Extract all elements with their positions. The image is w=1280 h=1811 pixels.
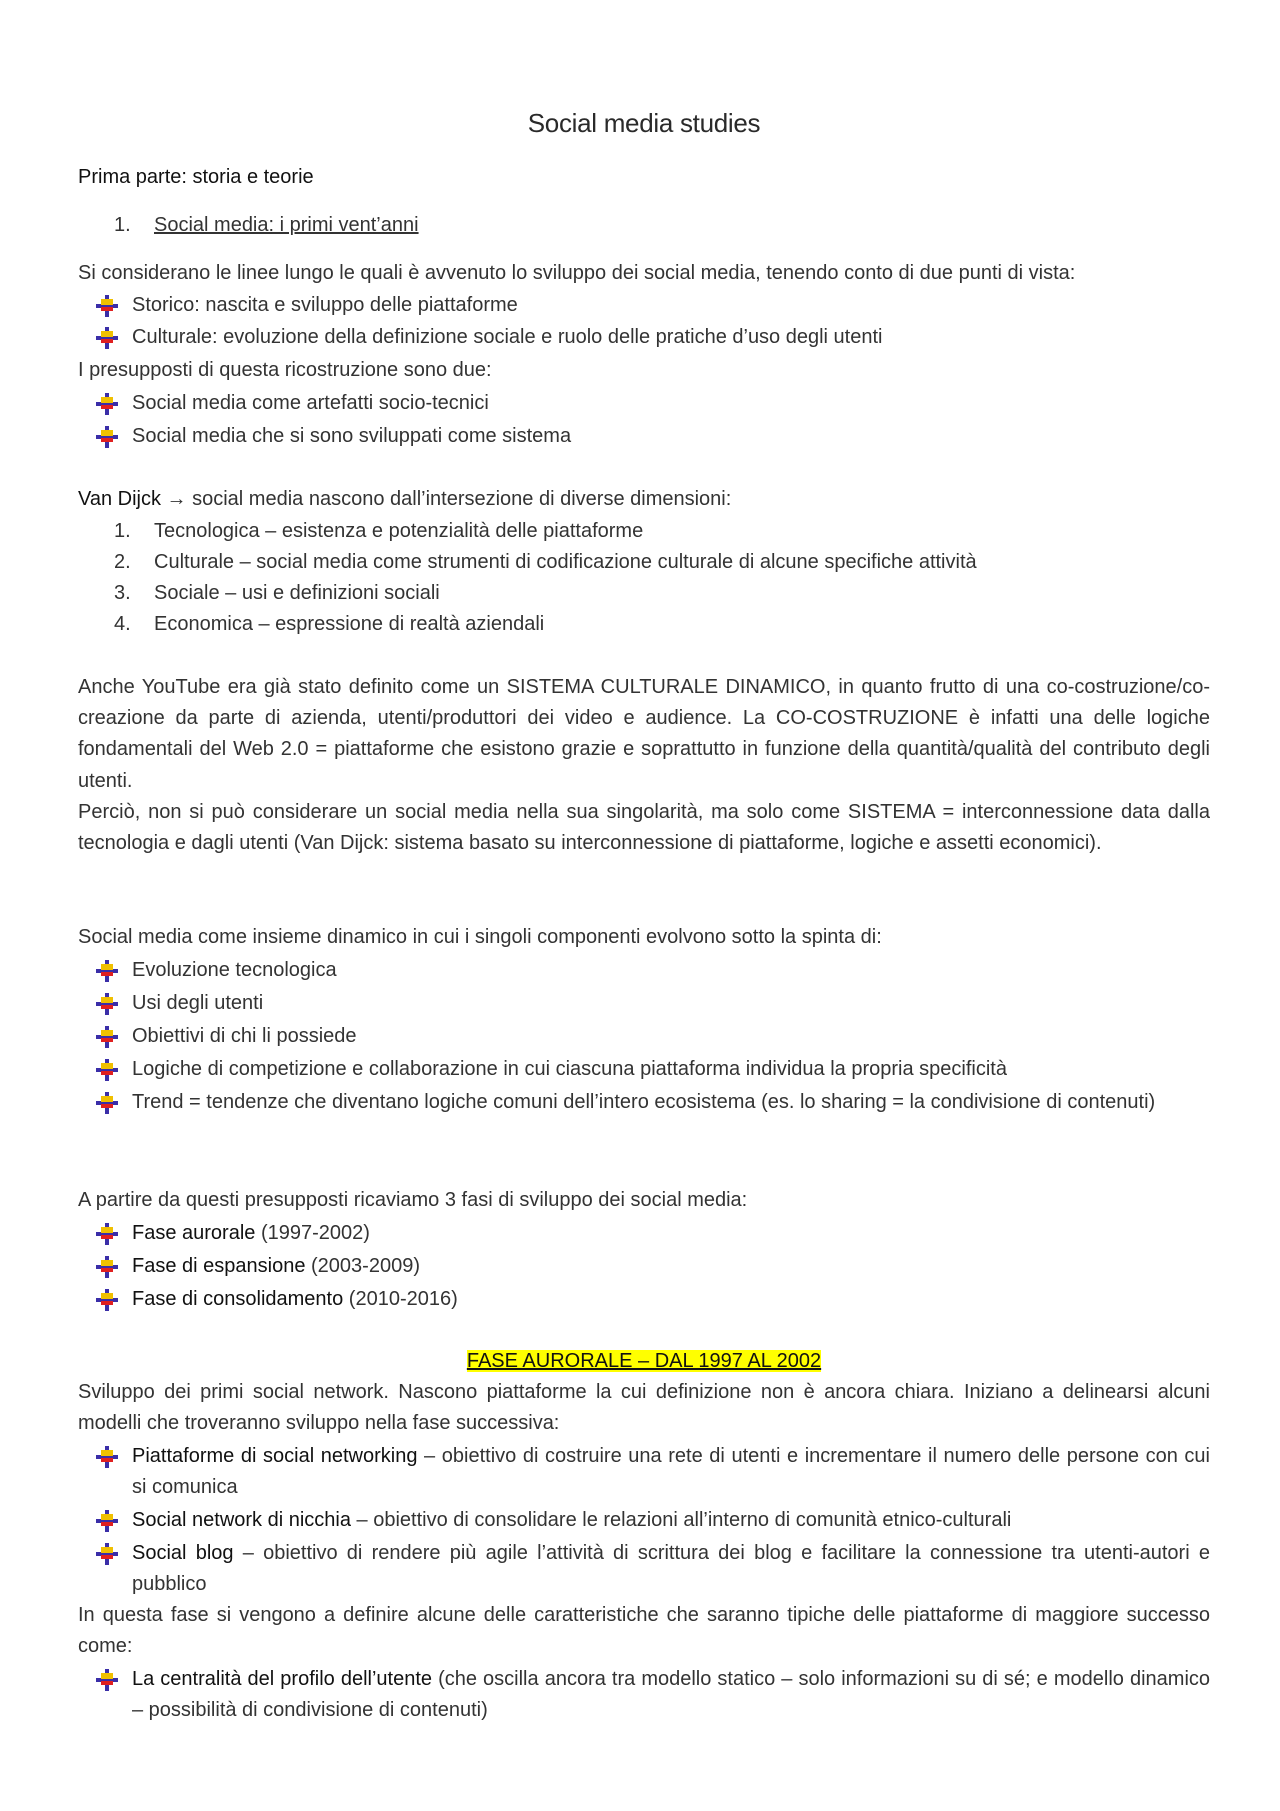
numbered-item: 2. Culturale – social media come strumenti di codificazione culturale di alcune specifiche attività (114, 551, 977, 573)
pushpin-bullet-icon (96, 426, 118, 448)
pushpin-bullet-icon (96, 393, 118, 415)
youtube-paragraph: Anche YouTube era già stato definito come un SISTEMA CULTURALE DINAMICO, in quanto frutto di una co-costruzione/co-creazione da parte di azienda, utenti/produttori dei video e audience. La CO-COSTRUZIONE è infatti una delle logiche fondamentali del Web 2.0 = piattaforme che esistono grazie e soprattutto in funzione della quantità/qualità del contributo degli utenti. (78, 676, 1210, 792)
pushpin-bullet-icon (96, 1026, 118, 1048)
vandijck-line (78, 484, 731, 515)
pushpin-bullet-icon (96, 1669, 118, 1691)
list-item: Piattaforme di social networking – obiettivo di costruire una rete di utenti e incrementare il numero delle persone con cui si comunica (96, 1441, 1210, 1505)
page-title: Social media studies (527, 108, 761, 138)
list-item: Social blog – obiettivo di rendere più agile l’attività di scrittura dei blog e facilitare la connessione tra utenti-autori e pubblico (96, 1538, 1210, 1602)
list-item: La centralità del profilo dell’utente (che oscilla ancora tra modello statico – solo informazioni su di sé; e modello dinamico – possibilità di condivisione di contenuti) (96, 1664, 1210, 1728)
pushpin-bullet-icon (96, 327, 118, 349)
section-title: Social media: i primi vent’anni (154, 214, 419, 236)
pushpin-bullet-icon (96, 1446, 118, 1468)
section-heading (114, 210, 419, 241)
caratteristiche-intro: In questa fase si vengono a definire alcune delle caratteristiche che saranno tipiche delle piattaforme di maggiore successo come: (78, 1604, 1210, 1658)
aurorale-intro: Sviluppo dei primi social network. Nascono piattaforme la cui definizione non è ancora chiara. Iniziano a delinearsi alcuni modelli che troveranno sviluppo nella fase successiva: (78, 1381, 1210, 1435)
pushpin-bullet-icon (96, 1543, 118, 1565)
fasi-intro: A partire da questi presupposti ricaviamo 3 fasi di sviluppo dei social media: (78, 1189, 748, 1211)
intro-paragraph: Si considerano le linee lungo le quali è avvenuto lo sviluppo dei social media, tenendo conto di due punti di vista: (78, 262, 1076, 284)
pushpin-bullet-icon (96, 295, 118, 317)
vandijck-text: → social media nascono dall’intersezione di diverse dimensioni: (161, 488, 732, 510)
insieme-intro: Social media come insieme dinamico in cui i singoli componenti evolvono sotto la spinta di: (78, 926, 882, 948)
vandijck-name: Van Dijck (78, 488, 161, 510)
numbered-item: 4. Economica – espressione di realtà aziendali (114, 613, 545, 635)
numbered-item: 3. Sociale – usi e definizioni sociali (114, 582, 440, 604)
pushpin-bullet-icon (96, 1092, 118, 1114)
aurorale-heading: FASE AURORALE – DAL 1997 AL 2002 (466, 1350, 822, 1372)
numbered-item: 1. Tecnologica – esistenza e potenzialità delle piattaforme (114, 520, 644, 542)
aurorale-heading-row (78, 1346, 1210, 1377)
pushpin-bullet-icon (96, 1289, 118, 1311)
section-number: 1. (114, 214, 131, 236)
presupposti-intro: I presupposti di questa ricostruzione sono due: (78, 359, 492, 381)
part-heading: Prima parte: storia e teorie (78, 166, 314, 188)
pushpin-bullet-icon (96, 1059, 118, 1081)
pushpin-bullet-icon (96, 1510, 118, 1532)
pushpin-bullet-icon (96, 960, 118, 982)
pushpin-bullet-icon (96, 993, 118, 1015)
percio-paragraph: Perciò, non si può considerare un social media nella sua singolarità, ma solo come SISTEMA = interconnessione data dalla tecnologia e dagli utenti (Van Dijck: sistema basato su interconnessione di piattaforme, logiche e assetti economici). (78, 801, 1210, 855)
pushpin-bullet-icon (96, 1256, 118, 1278)
pushpin-bullet-icon (96, 1223, 118, 1245)
